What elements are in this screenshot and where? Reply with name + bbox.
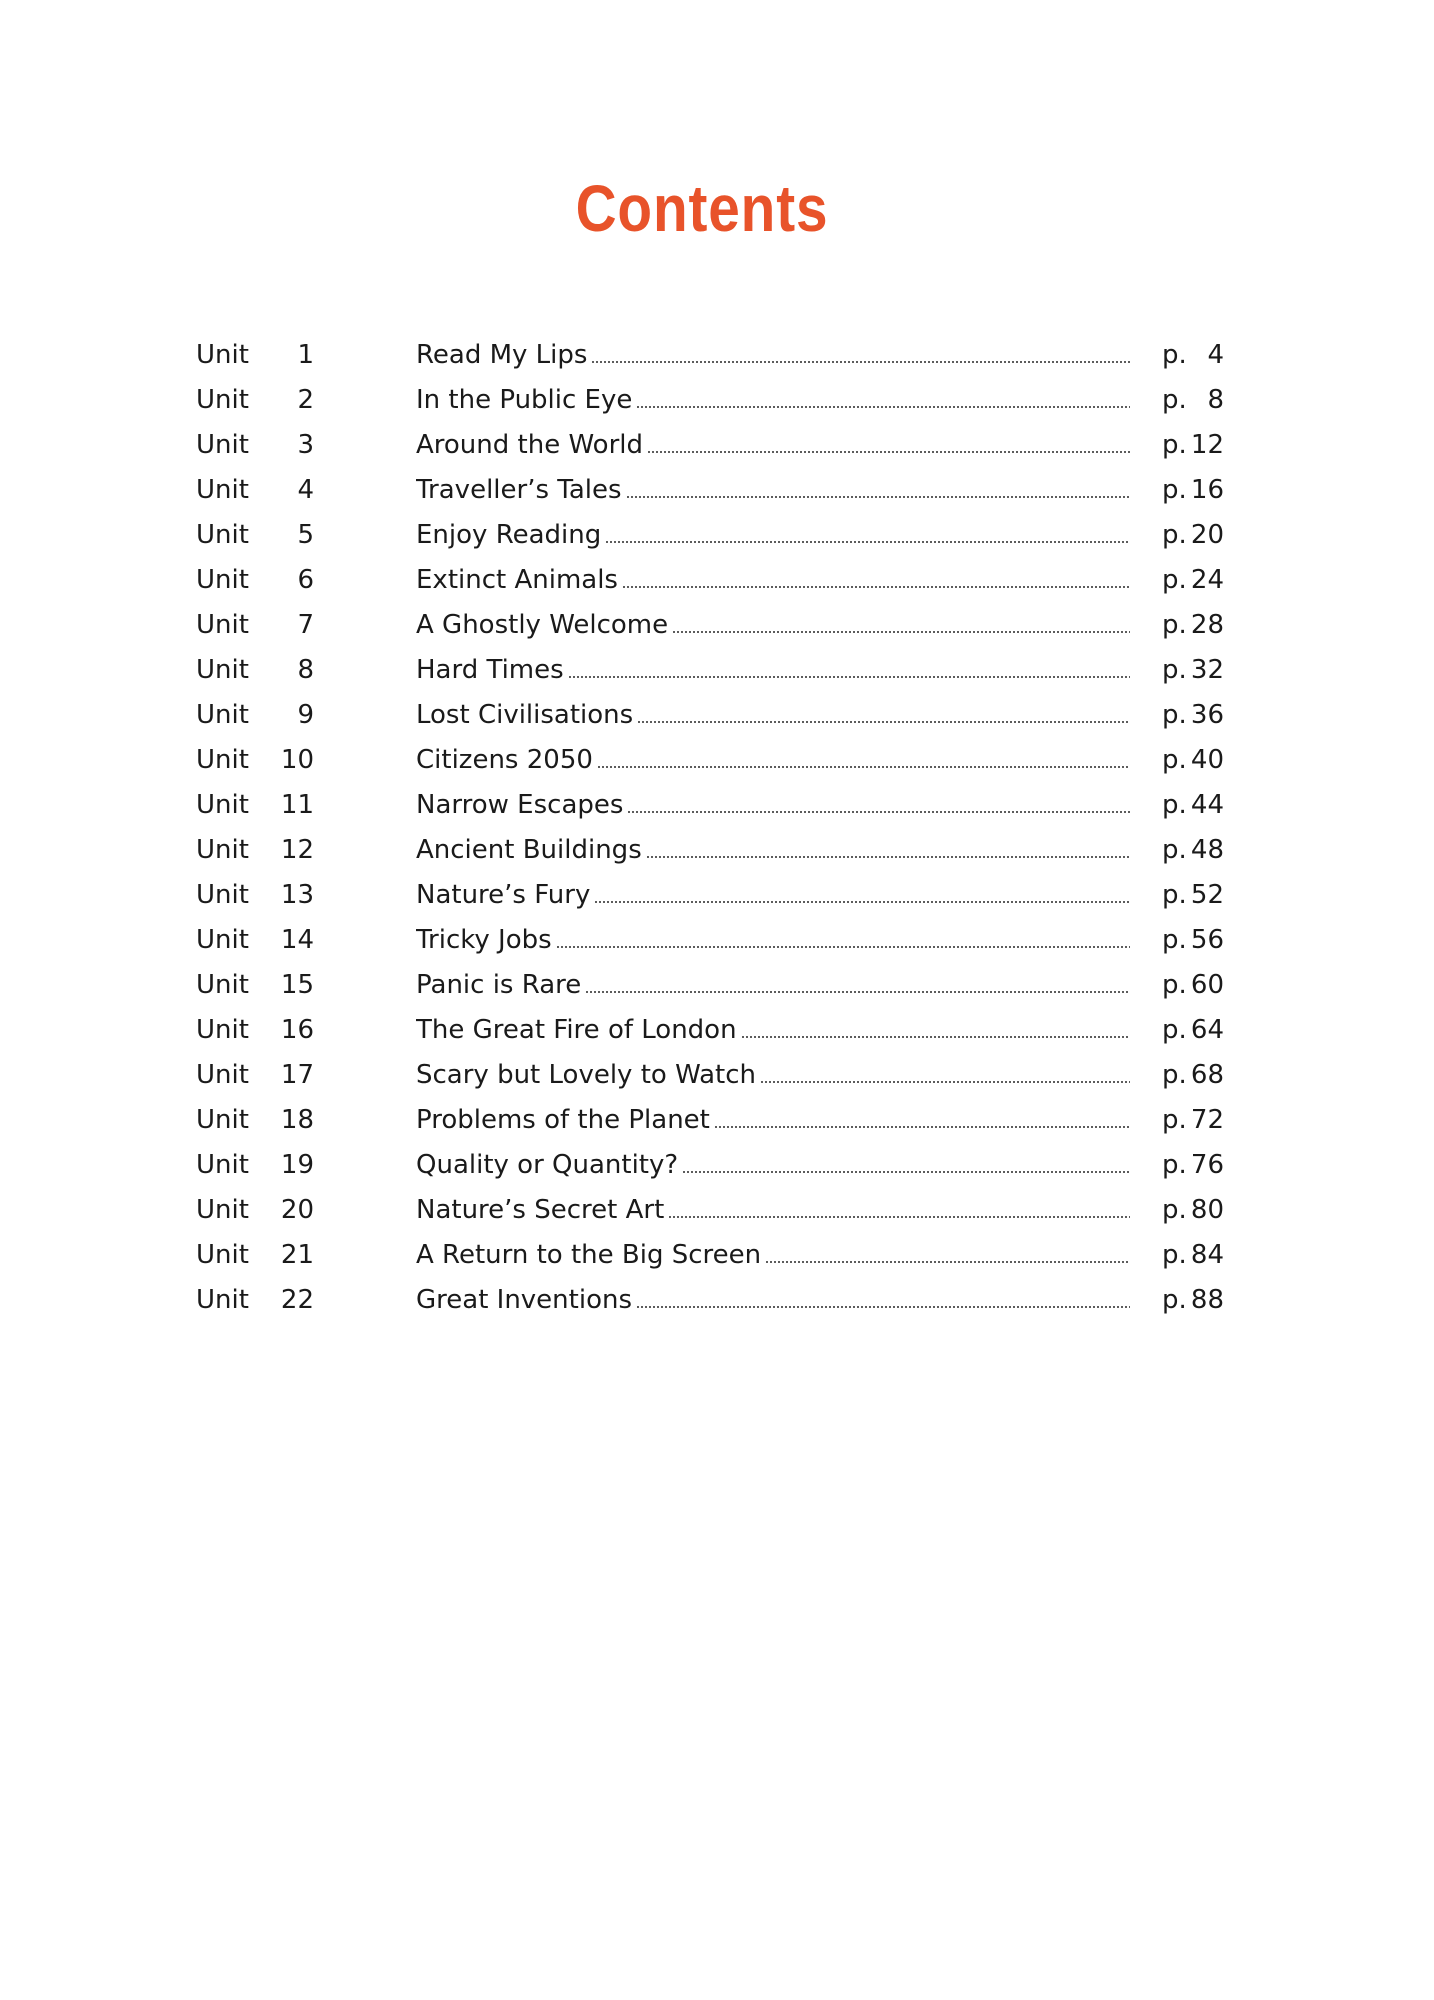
unit-title: Citizens 2050 [416, 745, 593, 775]
toc-row-unit-18[interactable] [196, 1100, 1224, 1145]
unit-label: Unit [196, 1105, 249, 1135]
page-number: 80 [1190, 1195, 1224, 1225]
unit-number: 18 [280, 1105, 314, 1135]
toc-row-unit-10[interactable] [196, 740, 1224, 785]
dot-leader [668, 1216, 1130, 1218]
unit-label: Unit [196, 1195, 249, 1225]
toc-row-unit-8[interactable] [196, 650, 1224, 695]
unit-title: Narrow Escapes [416, 790, 624, 820]
toc-entry [416, 335, 1130, 375]
page-prefix: p. [1162, 1240, 1187, 1270]
unit-number: 19 [280, 1150, 314, 1180]
unit-title: Ancient Buildings [416, 835, 642, 865]
unit-title: Scary but Lovely to Watch [416, 1060, 757, 1090]
unit-label: Unit [196, 970, 249, 1000]
unit-title: A Ghostly Welcome [416, 610, 669, 640]
page-prefix: p. [1162, 835, 1187, 865]
page-prefix: p. [1162, 520, 1187, 550]
unit-label: Unit [196, 610, 249, 640]
toc-row-unit-16[interactable] [196, 1010, 1224, 1055]
page-number: 12 [1190, 430, 1224, 460]
dot-leader [591, 361, 1130, 363]
unit-number: 7 [297, 610, 314, 640]
unit-label: Unit [196, 1015, 249, 1045]
page-number: 68 [1190, 1060, 1224, 1090]
unit-label: Unit [196, 475, 249, 505]
toc-row-unit-4[interactable] [196, 470, 1224, 515]
page-number: 44 [1190, 790, 1224, 820]
toc-row-unit-17[interactable] [196, 1055, 1224, 1100]
page-prefix: p. [1162, 430, 1187, 460]
unit-number: 20 [280, 1195, 314, 1225]
page-prefix: p. [1162, 1015, 1187, 1045]
unit-title: Hard Times [416, 655, 564, 685]
unit-number: 21 [280, 1240, 314, 1270]
toc-entry [416, 785, 1130, 825]
unit-title: Nature’s Secret Art [416, 1195, 665, 1225]
unit-label: Unit [196, 835, 249, 865]
unit-title: Read My Lips [416, 340, 588, 370]
unit-number: 22 [280, 1285, 314, 1315]
unit-number: 14 [280, 925, 314, 955]
unit-label: Unit [196, 385, 249, 415]
page-number: 40 [1190, 745, 1224, 775]
unit-number: 13 [280, 880, 314, 910]
toc-entry [416, 1100, 1130, 1140]
dot-leader [594, 901, 1130, 903]
page-prefix: p. [1162, 1195, 1187, 1225]
dot-leader [622, 586, 1130, 588]
toc-entry [416, 1145, 1130, 1185]
unit-title: Great Inventions [416, 1285, 633, 1315]
unit-title: Enjoy Reading [416, 520, 602, 550]
dot-leader [637, 721, 1130, 723]
unit-title: The Great Fire of London [416, 1015, 737, 1045]
toc-entry [416, 830, 1130, 870]
toc-row-unit-11[interactable] [196, 785, 1224, 830]
dot-leader [626, 496, 1130, 498]
page-number: 36 [1190, 700, 1224, 730]
page-prefix: p. [1162, 655, 1187, 685]
toc-row-unit-14[interactable] [196, 920, 1224, 965]
dot-leader [597, 766, 1130, 768]
unit-title: Tricky Jobs [416, 925, 552, 955]
unit-label: Unit [196, 1060, 249, 1090]
unit-label: Unit [196, 565, 249, 595]
unit-label: Unit [196, 1240, 249, 1270]
page-prefix: p. [1162, 970, 1187, 1000]
toc-entry [416, 515, 1130, 555]
unit-title: Panic is Rare [416, 970, 582, 1000]
dot-leader [714, 1126, 1130, 1128]
table-of-contents [196, 335, 1224, 1325]
unit-label: Unit [196, 430, 249, 460]
page-prefix: p. [1162, 1150, 1187, 1180]
unit-number: 3 [297, 430, 314, 460]
page-number: 8 [1207, 385, 1224, 415]
dot-leader [647, 451, 1130, 453]
unit-label: Unit [196, 745, 249, 775]
toc-row-unit-20[interactable] [196, 1190, 1224, 1235]
page-number: 52 [1190, 880, 1224, 910]
unit-number: 2 [297, 385, 314, 415]
page-prefix: p. [1162, 1060, 1187, 1090]
unit-number: 12 [280, 835, 314, 865]
toc-row-unit-15[interactable] [196, 965, 1224, 1010]
toc-row-unit-12[interactable] [196, 830, 1224, 875]
dot-leader [741, 1036, 1130, 1038]
unit-number: 10 [280, 745, 314, 775]
toc-row-unit-1[interactable] [196, 335, 1224, 380]
unit-label: Unit [196, 925, 249, 955]
unit-label: Unit [196, 790, 249, 820]
dot-leader [556, 946, 1130, 948]
page-title: Contents [575, 171, 829, 245]
unit-title: Traveller’s Tales [416, 475, 622, 505]
unit-label: Unit [196, 655, 249, 685]
unit-title: In the Public Eye [416, 385, 633, 415]
page-prefix: p. [1162, 745, 1187, 775]
page-number: 64 [1190, 1015, 1224, 1045]
unit-title: Around the World [416, 430, 643, 460]
unit-title: Nature’s Fury [416, 880, 591, 910]
toc-entry [416, 1055, 1130, 1095]
dot-leader [672, 631, 1130, 633]
toc-entry [416, 965, 1130, 1005]
unit-number: 16 [280, 1015, 314, 1045]
unit-number: 9 [297, 700, 314, 730]
page-number: 28 [1190, 610, 1224, 640]
toc-entry [416, 920, 1130, 960]
toc-row-unit-22[interactable] [196, 1280, 1224, 1325]
page-number: 20 [1190, 520, 1224, 550]
unit-label: Unit [196, 340, 249, 370]
unit-label: Unit [196, 1285, 249, 1315]
unit-number: 5 [297, 520, 314, 550]
unit-title: Extinct Animals [416, 565, 618, 595]
unit-title: Quality or Quantity? [416, 1150, 679, 1180]
page-number: 84 [1190, 1240, 1224, 1270]
dot-leader [627, 811, 1130, 813]
unit-number: 17 [280, 1060, 314, 1090]
page-number: 56 [1190, 925, 1224, 955]
toc-row-unit-3[interactable] [196, 425, 1224, 470]
unit-label: Unit [196, 520, 249, 550]
page-number: 24 [1190, 565, 1224, 595]
page-number: 48 [1190, 835, 1224, 865]
unit-number: 8 [297, 655, 314, 685]
toc-entry [416, 425, 1130, 465]
toc-entry [416, 380, 1130, 420]
unit-title: Lost Civilisations [416, 700, 634, 730]
dot-leader [760, 1081, 1130, 1083]
toc-entry [416, 875, 1130, 915]
unit-number: 1 [297, 340, 314, 370]
toc-row-unit-2[interactable] [196, 380, 1224, 425]
toc-row-unit-7[interactable] [196, 605, 1224, 650]
dot-leader [636, 1306, 1130, 1308]
toc-row-unit-9[interactable] [196, 695, 1224, 740]
page-prefix: p. [1162, 1285, 1187, 1315]
dot-leader [605, 541, 1130, 543]
toc-entry [416, 1235, 1130, 1275]
toc-entry [416, 1280, 1130, 1320]
page-prefix: p. [1162, 475, 1187, 505]
dot-leader [765, 1261, 1130, 1263]
toc-entry [416, 695, 1130, 735]
page-number: 32 [1190, 655, 1224, 685]
unit-number: 4 [297, 475, 314, 505]
unit-number: 11 [280, 790, 314, 820]
page-prefix: p. [1162, 610, 1187, 640]
page-prefix: p. [1162, 790, 1187, 820]
toc-entry [416, 1010, 1130, 1050]
toc-entry [416, 740, 1130, 780]
page-prefix: p. [1162, 700, 1187, 730]
dot-leader [585, 991, 1130, 993]
dot-leader [682, 1171, 1130, 1173]
page-prefix: p. [1162, 880, 1187, 910]
unit-title: A Return to the Big Screen [416, 1240, 762, 1270]
toc-row-unit-5[interactable] [196, 515, 1224, 560]
page-number: 60 [1190, 970, 1224, 1000]
dot-leader [568, 676, 1130, 678]
unit-number: 6 [297, 565, 314, 595]
unit-label: Unit [196, 1150, 249, 1180]
unit-title: Problems of the Planet [416, 1105, 710, 1135]
page-number: 4 [1207, 340, 1224, 370]
page-prefix: p. [1162, 925, 1187, 955]
toc-entry [416, 650, 1130, 690]
dot-leader [636, 406, 1130, 408]
page-number: 88 [1190, 1285, 1224, 1315]
unit-label: Unit [196, 880, 249, 910]
toc-row-unit-6[interactable] [196, 560, 1224, 605]
page-number: 16 [1190, 475, 1224, 505]
toc-entry [416, 605, 1130, 645]
toc-entry [416, 560, 1130, 600]
page-prefix: p. [1162, 1105, 1187, 1135]
toc-entry [416, 1190, 1130, 1230]
page-prefix: p. [1162, 340, 1187, 370]
toc-row-unit-19[interactable] [196, 1145, 1224, 1190]
page-prefix: p. [1162, 565, 1187, 595]
unit-number: 15 [280, 970, 314, 1000]
toc-row-unit-21[interactable] [196, 1235, 1224, 1280]
page-prefix: p. [1162, 385, 1187, 415]
toc-row-unit-13[interactable] [196, 875, 1224, 920]
dot-leader [646, 856, 1130, 858]
page-number: 76 [1190, 1150, 1224, 1180]
page-number: 72 [1190, 1105, 1224, 1135]
toc-entry [416, 470, 1130, 510]
unit-label: Unit [196, 700, 249, 730]
